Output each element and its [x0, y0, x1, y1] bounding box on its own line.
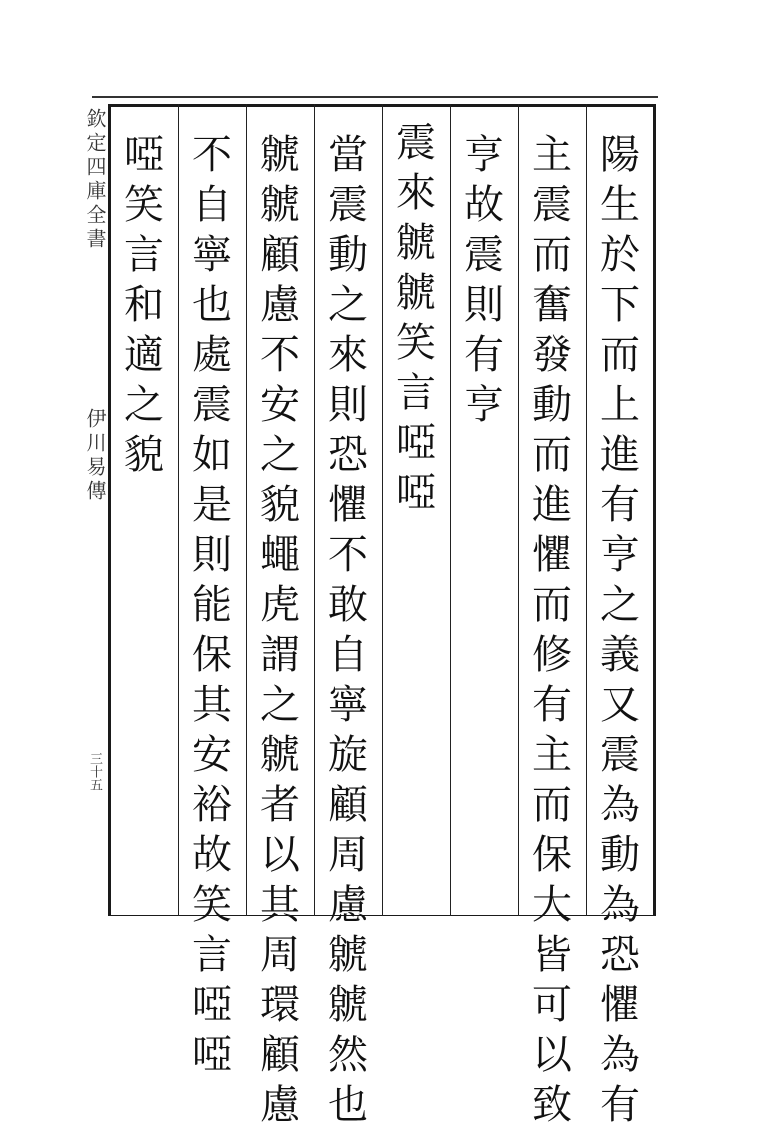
book-subtitle: 伊川易傳	[83, 408, 107, 504]
folio-number: 三十五	[87, 752, 102, 791]
text-column: 當 震 動 之 來 則 恐 懼 不 敢 自 寧 旋 顧 周 慮 虩 虩 然 也	[328, 132, 368, 1128]
text-column: 不 自 寧 也 處 震 如 是 則 能 保 其 安 裕 故 笑 言 啞 啞	[192, 132, 232, 1078]
text-column: 震 來 虩 虩 笑 言 啞 啞	[396, 120, 436, 516]
text-column: 陽 生 於 下 而 上 進 有 亨 之 義 又 震 為 動 為 恐 懼 為 有	[600, 132, 640, 1128]
book-title: 欽定四庫全書	[83, 108, 107, 252]
text-column: 亨 故 震 則 有 亨	[464, 132, 504, 428]
text-column: 主 震 而 奮 發 動 而 進 懼 而 修 有 主 而 保 大 皆 可 以 致	[532, 132, 572, 1128]
text-column: 虩 虩 顧 慮 不 安 之 貌 蠅 虎 謂 之 虩 者 以 其 周 環 顧 慮	[260, 132, 300, 1128]
top-border-line	[92, 96, 658, 98]
text-column: 啞 笑 言 和 適 之 貌	[124, 132, 164, 478]
